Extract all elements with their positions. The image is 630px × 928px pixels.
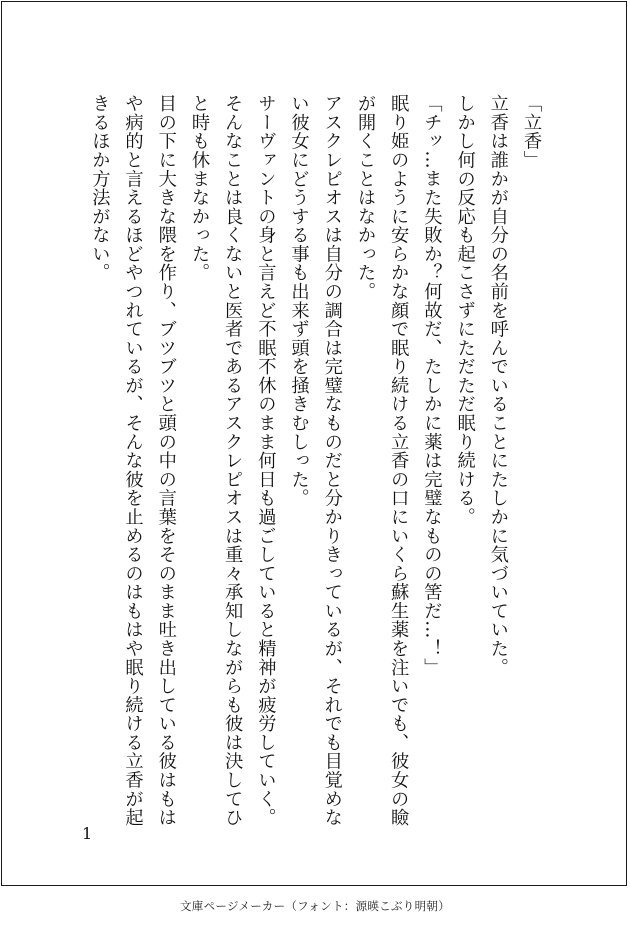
paragraph-8: そんなことは良くないと医者であるアスクレピオスは重々承知しながらも彼は決してひと時も休まなかった。 — [188, 94, 244, 827]
paragraph-7: サーヴァントの身と言えど不眠不休のまま何日も過ごしていると精神が疲労していく。 — [255, 94, 277, 827]
paragraph-4: 「チッ…また失敗か？何故だ、たしかに薬は完璧なものの筈だ…！」 — [421, 94, 443, 677]
paragraph-9: 目の下に大きな隈を作り、ブツブツと頭の中の言葉をそのまま吐き出している彼はもはや病的と言えるほどやつれているが、そんな彼を止めるのはもはや眠り続ける立香が起きるほか方法がない。 — [89, 94, 177, 827]
paragraph-6: アスクレピオスは自分の調合は完璧なものだと分かりきっているが、それでも目覚めない彼女にどうする事も出来ず頭を掻きむしった。 — [288, 94, 343, 827]
paragraph-3: しかし何の反応も起こさずにただただ眠り続ける。 — [454, 94, 476, 527]
vertical-body-text — [83, 94, 548, 834]
page-number: 1 — [82, 824, 93, 843]
page-frame — [1, 1, 627, 886]
footer-caption: 文庫ページメーカー（フォント：源暎こぶり明朝） — [179, 899, 451, 913]
paragraph-5: 眠り姫のように安らかな顔で眠り続ける立香の口にいくら蘇生薬を注いでも、彼女の瞼が開くことはなかった。 — [354, 94, 410, 827]
paragraph-1: 「立香」 — [521, 94, 542, 170]
paragraph-2: 立香は誰かが自分の名前を呼んでいることにたしかに気づいていた。 — [487, 94, 509, 677]
